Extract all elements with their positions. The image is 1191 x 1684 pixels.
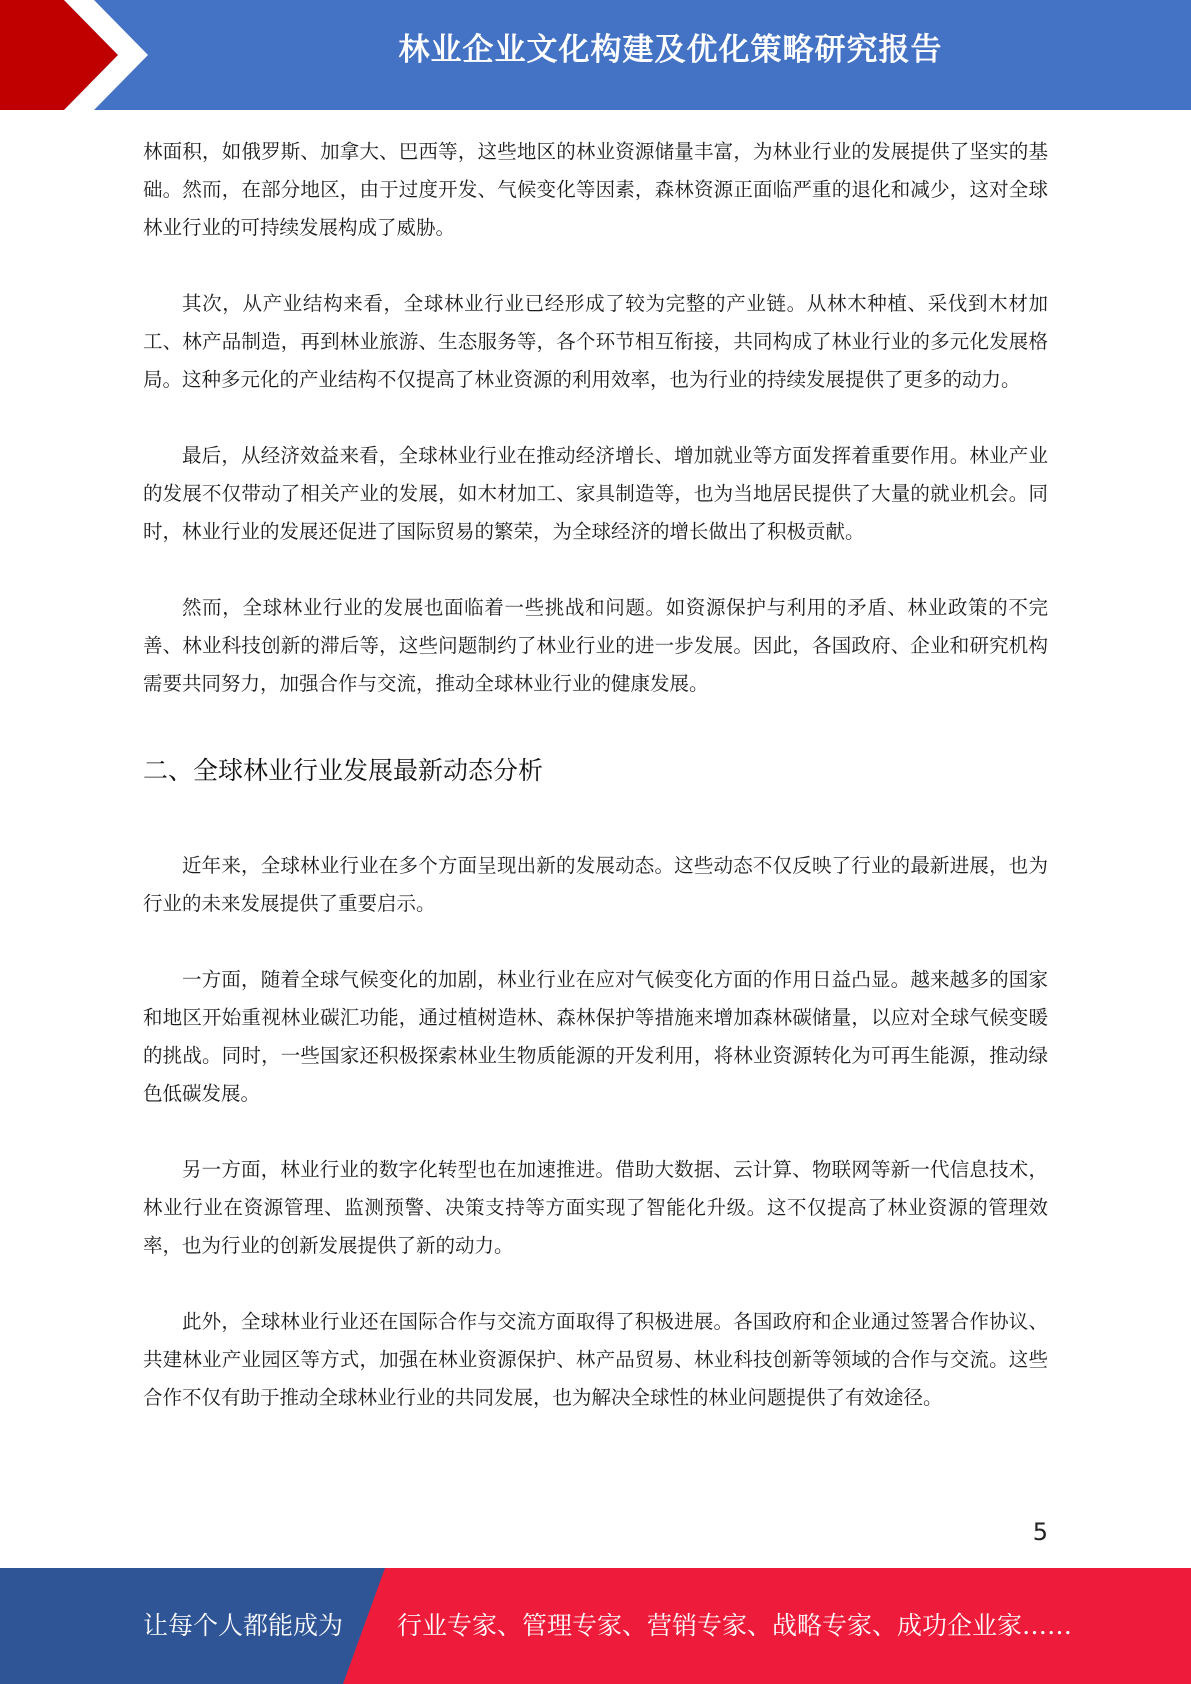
paragraph: 其次，从产业结构来看，全球林业行业已经形成了较为完整的产业链。从林木种植、采伐到木材加工、林产品制造，再到林业旅游、生态服务等，各个环节相互衔接，共同构成了林业行业的多元化发展格局。这种多元化的产业结构不仅提高了林业资源的利用效率，也为行业的持续发展提供了更多的动力。 xyxy=(143,292,1048,391)
main-content xyxy=(143,133,1048,1417)
section-heading: 二、全球林业行业发展最新动态分析 xyxy=(143,756,544,785)
page-footer xyxy=(0,1568,1191,1684)
paragraph: 然而，全球林业行业的发展也面临着一些挑战和问题。如资源保护与利用的矛盾、林业政策的不完善、林业科技创新的滞后等，这些问题制约了林业行业的进一步发展。因此，各国政府、企业和研究机构需要共同努力，加强合作与交流，推动全球林业行业的健康发展。 xyxy=(143,596,1048,695)
paragraph: 林面积，如俄罗斯、加拿大、巴西等，这些地区的林业资源储量丰富，为林业行业的发展提供了坚实的基础。然而，在部分地区，由于过度开发、气候变化等因素，森林资源正面临严重的退化和减少，这对全球林业行业的可持续发展构成了威胁。 xyxy=(143,140,1048,239)
paragraph: 近年来，全球林业行业在多个方面呈现出新的发展动态。这些动态不仅反映了行业的最新进展，也为行业的未来发展提供了重要启示。 xyxy=(143,854,1048,915)
paragraph: 一方面，随着全球气候变化的加剧，林业行业在应对气候变化方面的作用日益凸显。越来越多的国家和地区开始重视林业碳汇功能，通过植树造林、森林保护等措施来增加森林碳储量，以应对全球气候变暖的挑战。同时，一些国家还积极探索林业生物质能源的开发利用，将林业资源转化为可再生能源，推动绿色低碳发展。 xyxy=(143,968,1048,1105)
header-title: 林业企业文化构建及优化策略研究报告 xyxy=(398,32,943,68)
paragraph: 此外，全球林业行业还在国际合作与交流方面取得了积极进展。各国政府和企业通过签署合作协议、共建林业产业园区等方式，加强在林业资源保护、林产品贸易、林业科技创新等领域的合作与交流。这些合作不仅有助于推动全球林业行业的共同发展，也为解决全球性的林业问题提供了有效途径。 xyxy=(143,1310,1048,1409)
footer-slogan-right: 行业专家、管理专家、营销专家、战略专家、成功企业家…… xyxy=(397,1611,1073,1640)
page-number: 5 xyxy=(1032,1518,1048,1546)
footer-slogan-left: 让每个人都能成为 xyxy=(143,1611,344,1640)
paragraph: 另一方面，林业行业的数字化转型也在加速推进。借助大数据、云计算、物联网等新一代信息技术，林业行业在资源管理、监测预警、决策支持等方面实现了智能化升级。这不仅提高了林业资源的管理效率，也为行业的创新发展提供了新的动力。 xyxy=(143,1158,1048,1257)
page-header xyxy=(0,0,1191,110)
paragraph: 最后，从经济效益来看，全球林业行业在推动经济增长、增加就业等方面发挥着重要作用。林业产业的发展不仅带动了相关产业的发展，如木材加工、家具制造等，也为当地居民提供了大量的就业机会。同时，林业行业的发展还促进了国际贸易的繁荣，为全球经济的增长做出了积极贡献。 xyxy=(143,444,1048,543)
